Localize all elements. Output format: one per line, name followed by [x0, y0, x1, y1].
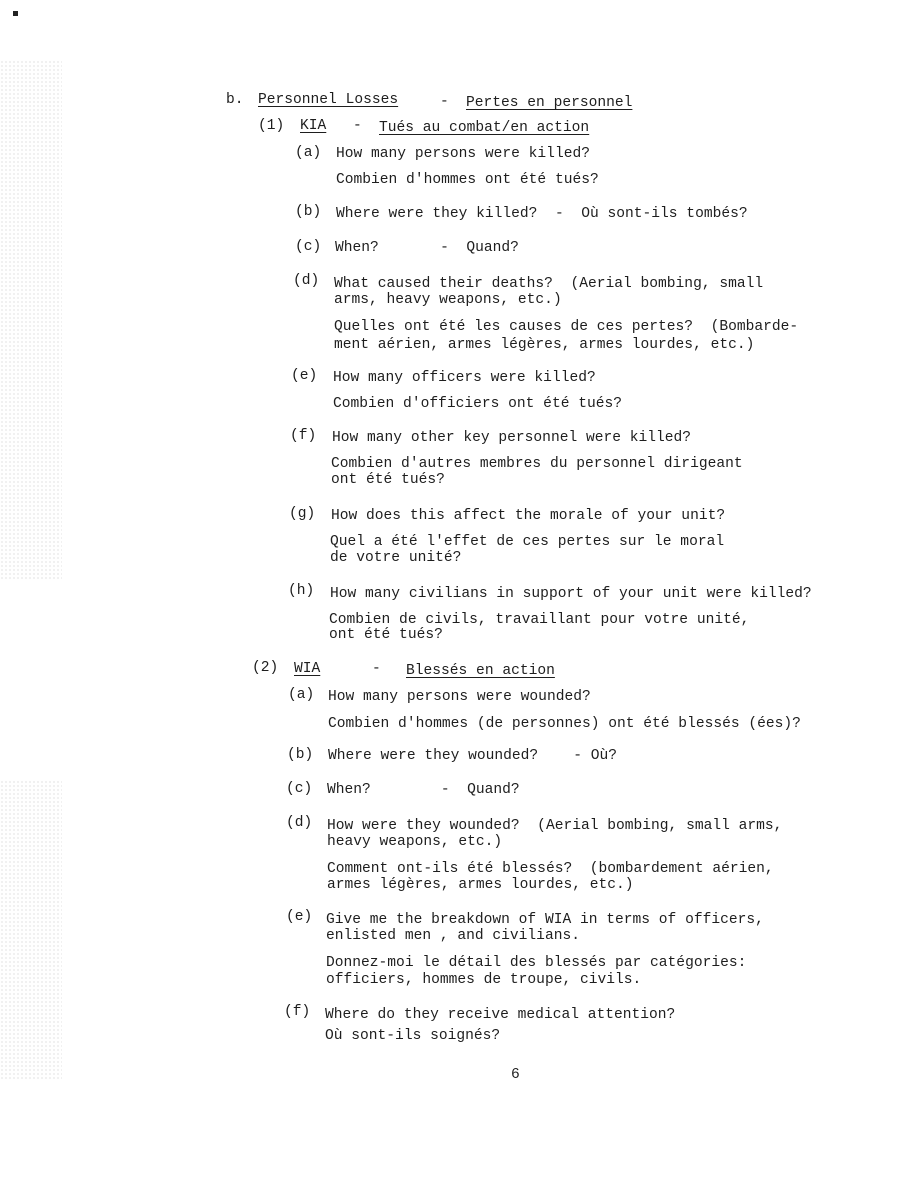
wia-item-marker: (a): [288, 687, 315, 703]
scan-edge-noise: [0, 60, 62, 580]
kia-item-marker: (b): [295, 204, 322, 220]
wia-item-marker: (f): [284, 1004, 311, 1020]
kia-question-fr: ment aérien, armes légères, armes lourdes, etc.): [334, 337, 755, 353]
kia-dash: -: [353, 118, 362, 134]
section-dash: -: [440, 94, 449, 110]
wia-item-marker: (b): [287, 747, 314, 763]
wia-label: WIA: [294, 661, 321, 677]
kia-label-fr: Tués au combat/en action: [379, 120, 590, 136]
wia-question-en: When? - Quand?: [327, 782, 520, 798]
kia-question-en: arms, heavy weapons, etc.): [334, 292, 562, 308]
wia-question-fr: Comment ont-ils été blessés? (bombardement aérien,: [327, 861, 774, 877]
kia-question-fr: de votre unité?: [330, 550, 462, 566]
wia-question-en: Where do they receive medical attention?: [325, 1007, 676, 1023]
wia-question-en: Where were they wounded? - Où?: [328, 748, 618, 764]
kia-item-marker: (f): [290, 428, 317, 444]
wia-question-en: How many persons were wounded?: [328, 689, 591, 705]
scan-edge-noise: [0, 780, 62, 1080]
wia-dash: -: [372, 661, 381, 677]
kia-item-marker: (c): [295, 239, 322, 255]
section-title-en: Personnel Losses: [258, 92, 399, 108]
kia-item-marker: (h): [288, 583, 315, 599]
kia-question-en: When? - Quand?: [335, 240, 519, 256]
kia-question-fr: Combien d'officiers ont été tués?: [333, 396, 623, 412]
kia-question-en: How many officers were killed?: [333, 370, 596, 386]
kia-question-fr: Combien de civils, travaillant pour votre unité,: [329, 612, 750, 628]
kia-item-marker: (d): [293, 273, 320, 289]
section-title-fr: Pertes en personnel: [466, 95, 633, 111]
kia-question-fr: ont été tués?: [331, 472, 445, 488]
kia-question-fr: Combien d'autres membres du personnel dirigeant: [331, 456, 743, 472]
kia-number: (1): [258, 118, 285, 134]
wia-question-fr: Où sont-ils soignés?: [325, 1028, 501, 1044]
wia-label-fr: Blessés en action: [406, 663, 555, 679]
kia-question-en: How many other key personnel were killed?: [332, 430, 692, 446]
wia-question-en: heavy weapons, etc.): [327, 834, 503, 850]
kia-question-en: How does this affect the morale of your unit?: [331, 508, 726, 524]
wia-question-fr: armes légères, armes lourdes, etc.): [327, 877, 634, 893]
kia-item-marker: (g): [289, 506, 316, 522]
kia-question-en: How many civilians in support of your unit were killed?: [330, 586, 812, 602]
kia-label: KIA: [300, 118, 327, 134]
wia-question-fr: Donnez-moi le détail des blessés par catégories:: [326, 955, 747, 971]
wia-question-fr: Combien d'hommes (de personnes) ont été blessés (ées)?: [328, 716, 801, 732]
scan-speck: [13, 11, 18, 16]
kia-item-marker: (a): [295, 145, 322, 161]
kia-question-fr: Quel a été l'effet de ces pertes sur le moral: [330, 534, 725, 550]
wia-question-en: Give me the breakdown of WIA in terms of officers,: [326, 912, 764, 928]
wia-item-marker: (d): [286, 815, 313, 831]
kia-item-marker: (e): [291, 368, 318, 384]
wia-question-en: How were they wounded? (Aerial bombing, small arms,: [327, 818, 783, 834]
kia-question-en: What caused their deaths? (Aerial bombing, small: [334, 276, 764, 292]
wia-question-fr: officiers, hommes de troupe, civils.: [326, 972, 642, 988]
wia-item-marker: (c): [286, 781, 313, 797]
page-number: 6: [511, 1067, 520, 1083]
wia-question-en: enlisted men , and civilians.: [326, 928, 580, 944]
kia-question-en: Where were they killed? - Où sont-ils tombés?: [336, 206, 748, 222]
kia-question-en: How many persons were killed?: [336, 146, 590, 162]
section-marker: b.: [226, 92, 244, 108]
wia-number: (2): [252, 660, 279, 676]
kia-question-fr: Quelles ont été les causes de ces pertes? (Bombarde-: [334, 319, 799, 335]
wia-item-marker: (e): [286, 909, 313, 925]
kia-question-fr: ont été tués?: [329, 627, 443, 643]
kia-question-fr: Combien d'hommes ont été tués?: [336, 172, 599, 188]
